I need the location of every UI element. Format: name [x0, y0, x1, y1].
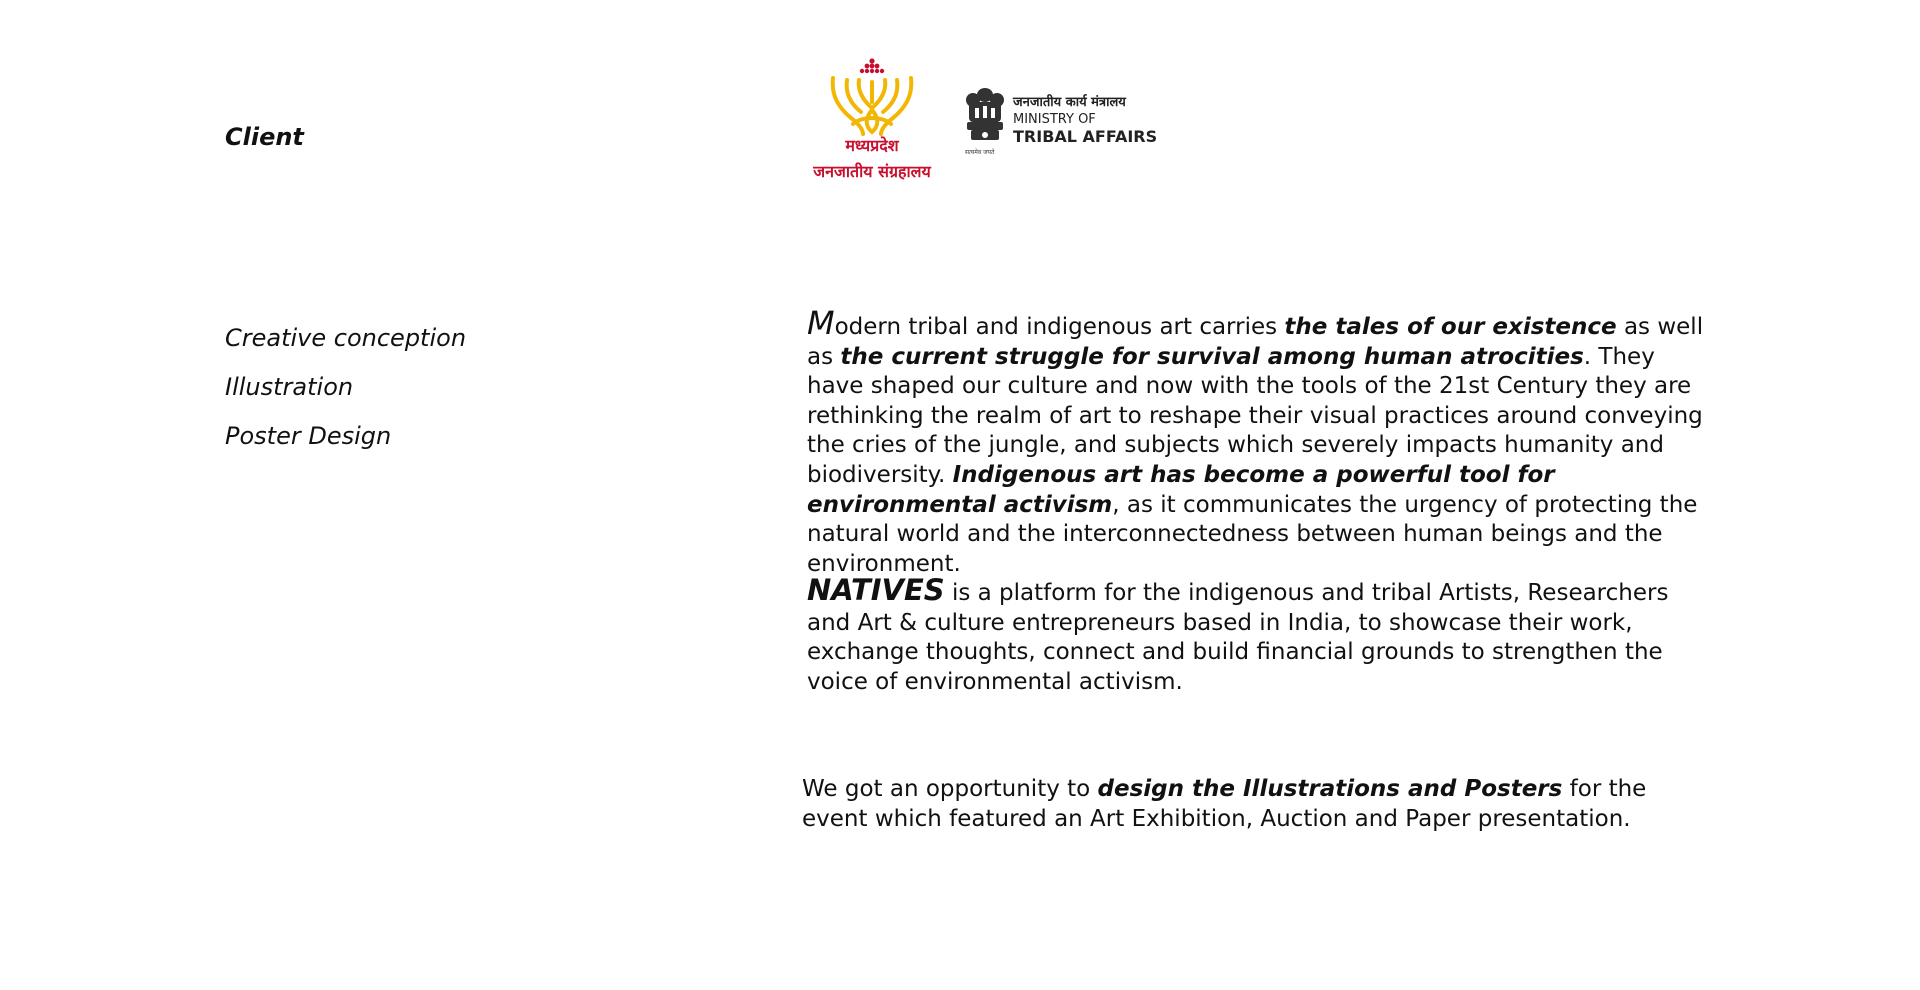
project-paragraph — [802, 775, 1712, 834]
ministry-name — [1013, 94, 1157, 146]
client-logos — [808, 58, 1158, 188]
intro-text-2: as well as — [807, 314, 1704, 370]
museum-name-line1: मध्यप्रदेश — [845, 136, 899, 155]
intro-text-3: . They have shaped our culture and now with the tools of the 21st Century they are rethinking the realm of art to reshape their visual practices around conveying the cries of the jungle, and subjects which severely impacts humanity and biodiversity. — [807, 343, 1703, 488]
project-emphasis: design the Illustrations and Posters — [1097, 776, 1563, 802]
service-item-poster-design: Poster Design — [225, 422, 392, 450]
natives-brand: NATIVES — [807, 573, 945, 607]
national-emblem-icon — [963, 86, 1007, 150]
intro-text-1: odern tribal and indigenous art carries — [834, 314, 1285, 340]
intro-text-4: , as it communicates the urgency of protecting the natural world and the interconnectedness between human beings and the environment. — [807, 491, 1698, 577]
museum-name-line2: जनजातीय संग्रहालय — [813, 162, 931, 181]
museum-logo — [808, 58, 936, 188]
intro-paragraph — [807, 304, 1712, 579]
ministry-name-line3: TRIBAL AFFAIRS — [1013, 127, 1158, 146]
client-label: Client — [225, 123, 304, 151]
ministry-logo — [963, 86, 1163, 160]
intro-emphasis-3: Indigenous art has become a powerful tool for environmental activism — [807, 461, 1555, 518]
project-text-2: for the event which featured an Art Exhibition, Auction and Paper presentation. — [802, 776, 1647, 832]
service-item-creative-conception: Creative conception — [225, 324, 467, 352]
intro-emphasis-2: the current struggle for survival among human atrocities — [840, 343, 1584, 370]
ministry-name-line2: MINISTRY OF — [1013, 112, 1096, 127]
intro-emphasis-1: the tales of our existence — [1284, 314, 1617, 340]
drop-cap: M — [807, 304, 835, 342]
project-text-1: We got an opportunity to — [802, 776, 1098, 802]
service-item-illustration: Illustration — [225, 373, 354, 401]
ministry-name-hindi: जनजातीय कार्य मंत्रालय — [1013, 95, 1126, 110]
natives-text: is a platform for the indigenous and tribal Artists, Researchers and Art & culture entrepreneurs based in India, to showcase their work, exchange thoughts, connect and build financial grounds to strengthen the voice of environmental activism. — [807, 580, 1669, 695]
museum-mark-icon — [825, 58, 919, 136]
natives-paragraph — [807, 573, 1712, 697]
services-list — [225, 323, 466, 470]
emblem-motto: सत्यमेव जयते — [965, 149, 995, 156]
